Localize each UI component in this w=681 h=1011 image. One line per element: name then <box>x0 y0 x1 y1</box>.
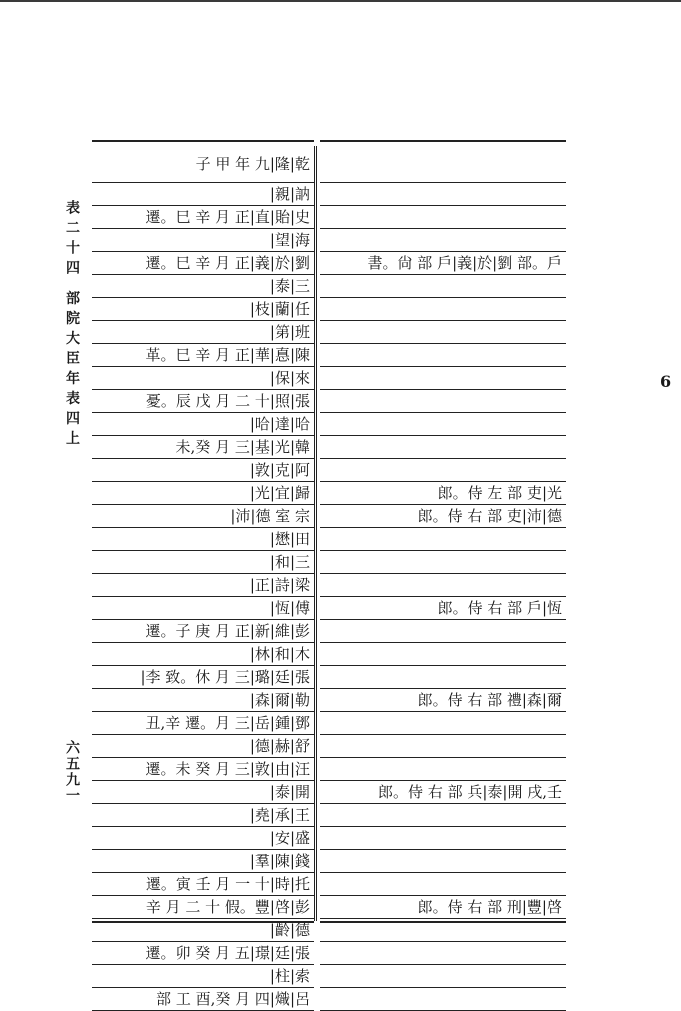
right-table-row <box>320 436 566 459</box>
left-table-cell: 遷。巳 辛 月 正|直|貽|史 <box>145 208 310 226</box>
right-table-row <box>320 482 566 505</box>
right-table-cell: 郎。侍 右 部 戶|恆 <box>437 599 562 617</box>
left-table-cell: 遷。子 庚 月 正|新|維|彭 <box>145 622 310 640</box>
right-table-cell: 郎。侍 右 部 吏|沛|德 <box>417 507 562 525</box>
right-table-row <box>320 183 566 206</box>
left-table-cell: |泰|三 <box>269 277 310 295</box>
right-table-row <box>320 206 566 229</box>
left-table-row <box>92 804 314 827</box>
left-table-cell: |德|赫|舒 <box>249 737 310 755</box>
left-table-row <box>92 390 314 413</box>
right-table-row <box>320 252 566 275</box>
top-border <box>0 0 681 2</box>
right-table-row <box>320 873 566 896</box>
left-table-row <box>92 666 314 689</box>
margin-page-number-text: 六五九一 <box>64 740 80 804</box>
column-divider <box>314 146 317 921</box>
left-table-row <box>92 275 314 298</box>
right-table-row <box>320 712 566 735</box>
left-table-cell: 遷。巳 辛 月 正|義|於|劉 <box>145 254 310 272</box>
left-table-row <box>92 367 314 390</box>
left-table-row <box>92 551 314 574</box>
left-table-row <box>92 574 314 597</box>
left-table-row <box>92 781 314 804</box>
margin-page-number <box>62 740 82 804</box>
left-table-cell: 丑,辛 遷。月 三|岳|鍾|鄧 <box>145 714 310 732</box>
left-table-row <box>92 689 314 712</box>
page-mark: 6 <box>660 372 672 391</box>
left-table-row <box>92 183 314 206</box>
right-table-row <box>320 275 566 298</box>
left-table-row <box>92 459 314 482</box>
left-table-row <box>92 827 314 850</box>
right-table-row <box>320 781 566 804</box>
right-table-cell: 郎。侍 左 部 吏|光 <box>437 484 562 502</box>
left-table-row <box>92 597 314 620</box>
left-table-cell: |哈|達|哈 <box>249 415 310 433</box>
left-table-row <box>92 850 314 873</box>
right-table-row <box>320 850 566 873</box>
right-table-row <box>320 597 566 620</box>
left-table-row <box>92 436 314 459</box>
margin-title-text: 表二十四 部院大臣年表四上 <box>64 200 80 451</box>
right-table-row <box>320 367 566 390</box>
left-table-cell: |望|海 <box>269 231 310 249</box>
left-table-row <box>92 965 314 988</box>
left-table-cell: |森|爾|勒 <box>249 691 310 709</box>
left-table-row <box>92 896 314 919</box>
right-table-cell: 書。尙 部 戶|義|於|劉 部。戶 <box>367 254 562 272</box>
left-table-cell: 部 工 酉,癸 月 四|熾|呂 <box>156 990 310 1008</box>
left-table-cell: |懋|田 <box>269 530 310 548</box>
left-table-cell: 憂。辰 戊 月 二 十|照|張 <box>145 392 310 410</box>
right-table-row <box>320 620 566 643</box>
right-table-row <box>320 666 566 689</box>
left-table-row <box>92 620 314 643</box>
bottom-rule-left <box>92 921 314 923</box>
right-table-row <box>320 298 566 321</box>
right-table-cell: 郎。侍 右 部 兵|泰|開 戌,壬 <box>378 783 562 801</box>
left-table-row <box>92 528 314 551</box>
left-table-row <box>92 712 314 735</box>
right-table-row <box>320 321 566 344</box>
right-table-row <box>320 689 566 712</box>
left-table-cell: |安|盛 <box>269 829 310 847</box>
right-table-row <box>320 390 566 413</box>
right-table-row <box>320 896 566 919</box>
right-table-row <box>320 551 566 574</box>
right-table-row <box>320 142 566 183</box>
left-table-cell: |齡|德 <box>269 921 310 939</box>
left-table-cell: |堯|承|王 <box>249 806 310 824</box>
left-table-cell: |沛|德 室 宗 <box>230 507 310 525</box>
left-table-row <box>92 229 314 252</box>
right-table-cell: 郎。侍 右 部 刑|豐|啓 <box>417 898 562 916</box>
left-table-cell: 遷。卯 癸 月 五|璟|廷|張 <box>145 944 310 962</box>
left-table-row <box>92 142 314 183</box>
right-table-row <box>320 827 566 850</box>
left-table <box>92 140 314 1011</box>
left-table-cell: |枝|蘭|任 <box>249 300 310 318</box>
right-table-row <box>320 804 566 827</box>
right-table-row <box>320 942 566 965</box>
left-table-cell: |敦|克|阿 <box>249 461 310 479</box>
right-table-cell: 郎。侍 右 部 禮|森|爾 <box>417 691 562 709</box>
left-table-row <box>92 758 314 781</box>
right-table-row <box>320 505 566 528</box>
left-table-row <box>92 505 314 528</box>
left-table-row <box>92 252 314 275</box>
right-table-row <box>320 965 566 988</box>
left-table-cell: 子 甲 年 九|隆|乾 <box>195 155 310 173</box>
right-table-row <box>320 459 566 482</box>
left-table-cell: |羣|陳|錢 <box>249 852 310 870</box>
left-table-cell: |親|訥 <box>269 185 310 203</box>
right-table-row <box>320 528 566 551</box>
left-table-row <box>92 321 314 344</box>
right-table-row <box>320 413 566 436</box>
right-table-row <box>320 574 566 597</box>
right-table <box>320 140 566 1011</box>
left-table-cell: |柱|索 <box>269 967 310 985</box>
bottom-rule-right <box>320 921 566 923</box>
left-table-cell: 未,癸 月 三|基|光|韓 <box>175 438 310 456</box>
left-table-cell: 遷。未 癸 月 三|敦|由|汪 <box>145 760 310 778</box>
left-table-cell: |正|詩|梁 <box>249 576 310 594</box>
left-table-row <box>92 344 314 367</box>
left-table-cell: |和|三 <box>269 553 310 571</box>
margin-title <box>62 200 82 451</box>
left-table-row <box>92 413 314 436</box>
right-table-row <box>320 643 566 666</box>
left-table-cell: |第|班 <box>269 323 310 341</box>
left-table-row <box>92 298 314 321</box>
left-table-row <box>92 206 314 229</box>
left-table-row <box>92 735 314 758</box>
left-table-cell: |光|宜|歸 <box>249 484 310 502</box>
right-table-row <box>320 758 566 781</box>
right-table-row <box>320 344 566 367</box>
left-table-row <box>92 873 314 896</box>
left-table-row <box>92 942 314 965</box>
left-table-row <box>92 482 314 505</box>
left-table-cell: |林|和|木 <box>249 645 310 663</box>
left-table-cell: |泰|開 <box>269 783 310 801</box>
left-table-cell: |恆|傅 <box>269 599 310 617</box>
right-table-row <box>320 735 566 758</box>
left-table-cell: 遷。寅 壬 月 一 十|時|托 <box>145 875 310 893</box>
left-table-row <box>92 643 314 666</box>
left-table-cell: 革。巳 辛 月 正|華|惪|陳 <box>145 346 310 364</box>
right-table-row <box>320 229 566 252</box>
left-table-cell: |保|來 <box>269 369 310 387</box>
left-table-cell: |李 致。休 月 三|璐|廷|張 <box>140 668 310 686</box>
left-table-cell: 辛 月 二 十 假。豐|啓|彭 <box>145 898 310 916</box>
